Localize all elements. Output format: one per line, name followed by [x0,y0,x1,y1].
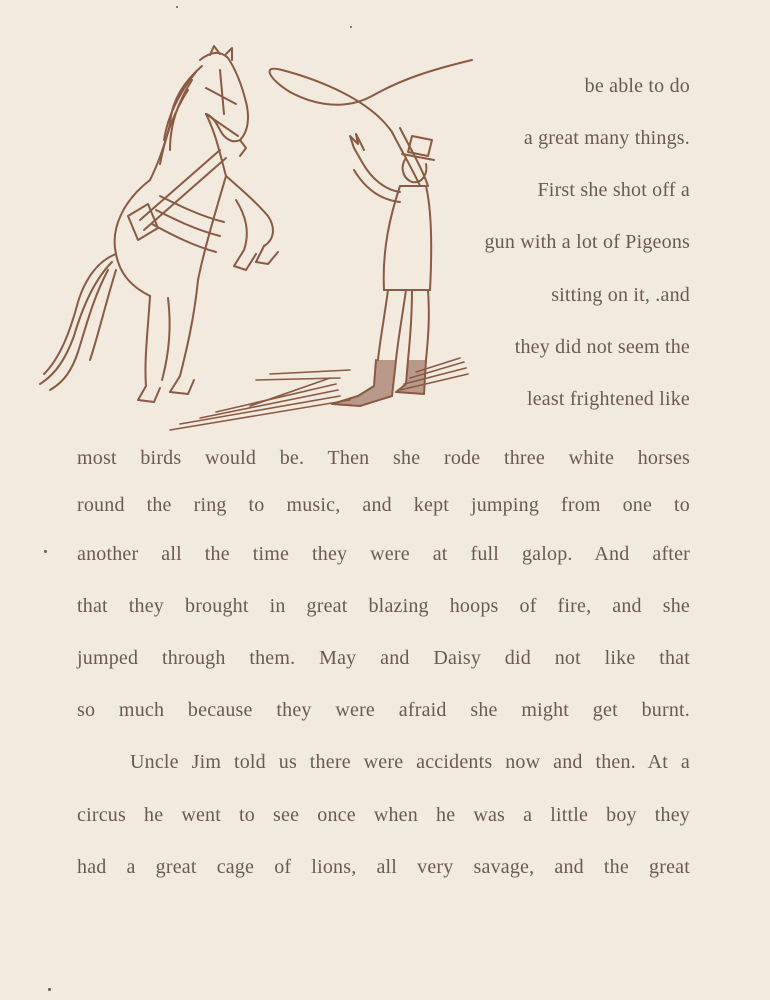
ringmaster-with-whip-icon [270,60,472,406]
text-line: most birds would be. Then she rode three white horses [77,447,690,469]
paper-speck [44,550,47,553]
text-line: another all the time they were at full galop. And after [77,543,690,565]
paper-speck [176,6,178,8]
text-line: a great many things. [523,127,690,149]
text-line: they did not seem the [514,336,690,358]
text-line: had a great cage of lions, all very savage, and the great [77,856,690,878]
text-line: First she shot off a [537,179,690,201]
text-line: least frightened like [526,388,690,410]
text-line: so much because they were afraid she might get burnt. [77,699,690,721]
text-line: gun with a lot of Pigeons [484,231,690,253]
circus-illustration [20,40,490,440]
text-line: be able to do [584,75,690,97]
text-line: that they brought in great blazing hoops of fire, and she [77,595,690,617]
text-line: sitting on it, .and [551,284,690,306]
text-line: round the ring to music, and kept jumping from one to [77,494,690,516]
paper-speck [48,988,51,991]
text-line: circus he went to see once when he was a little boy they [77,804,690,826]
rearing-horse-icon [40,46,278,402]
text-line: Uncle Jim told us there were accidents now and then. At a [130,751,690,773]
text-line: jumped through them. May and Daisy did not like that [77,647,690,669]
paper-speck [350,26,352,28]
